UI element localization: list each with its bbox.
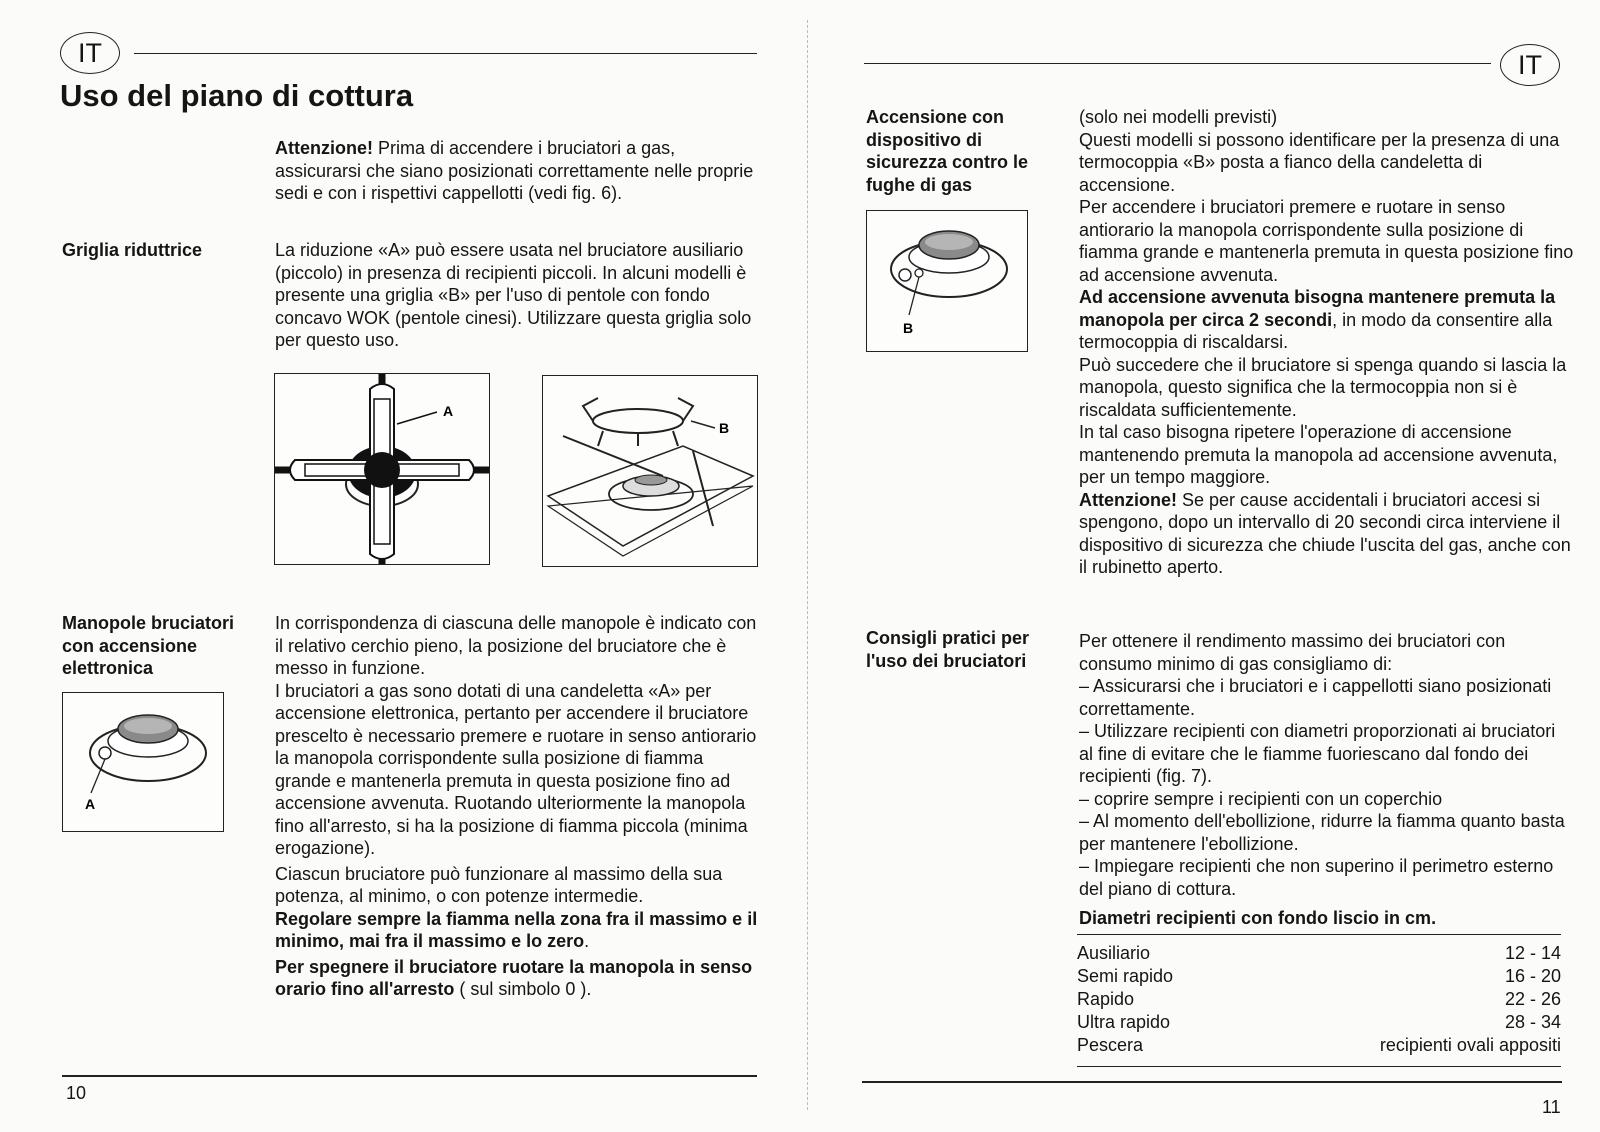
accensione-l4-bold: Ad accensione avvenuta bisogna mantenere premuta la manopola per circa 2 secondi	[1079, 287, 1556, 330]
thermocouple-figure	[866, 210, 1028, 352]
manopole-p4	[275, 908, 760, 953]
consigli-item: – Al momento dell'ebollizione, ridurre la fiamma quanto basta per mantenere l'ebollizione.	[1079, 811, 1565, 854]
accensione-l3: Per accendere i bruciatori premere e ruotare in senso antiorario la manopola corrispondente sulla posizione di fiamma grande e mantenerla premuta in questa posizione fino ad accensione avvenuta.	[1079, 197, 1574, 285]
table-row	[1077, 942, 1561, 965]
accensione-text	[1079, 106, 1574, 579]
table-row	[1077, 988, 1561, 1011]
page-number-left: 10	[66, 1083, 87, 1103]
page-number-right: 11	[1542, 1097, 1561, 1117]
burner-type: Pescera	[1077, 1035, 1144, 1055]
reducer-grid-drawing	[275, 374, 489, 564]
accensione-l6: In tal caso bisogna ripetere l'operazione di accensione mantenendo premuta la manopola ad accensione avvenuta, per un tempo maggiore.	[1079, 422, 1558, 487]
manopole-heading: Manopole bruciatori con accensione elettronica	[62, 613, 235, 678]
griglia-text: La riduzione «A» può essere usata nel bruciatore ausiliario (piccolo) in presenza di recipienti piccoli. In alcuni modelli è presente una griglia «B» per l'uso di pentole con fondo concavo WOK (pentole cinesi). Utilizzare questa griglia solo per questo uso.	[275, 240, 752, 350]
wok-grid-label: B	[719, 420, 730, 436]
footer-rule-left	[62, 1075, 757, 1077]
diameter-range: 16 - 20	[1504, 966, 1561, 986]
diameter-range: 22 - 26	[1504, 989, 1561, 1009]
accensione-l7-bold: Attenzione!	[1079, 489, 1177, 510]
accensione-l4	[1079, 286, 1574, 354]
manopole-text	[275, 612, 760, 1001]
accensione-l7	[1079, 489, 1574, 579]
diameter-range: 12 - 14	[1504, 943, 1561, 963]
diameter-range: recipienti ovali appositi	[1379, 1035, 1561, 1055]
accensione-heading: Accensione con dispositivo di sicurezza contro le fughe di gas	[866, 107, 1029, 195]
consigli-text	[1079, 630, 1574, 900]
burner-type: Ausiliario	[1077, 943, 1151, 963]
manopole-p3: Ciascun bruciatore può funzionare al massimo della sua potenza, al minimo, o con potenze intermedie.	[275, 863, 723, 906]
thermocouple-label: B	[903, 320, 914, 336]
reducer-grid-figure	[274, 373, 490, 565]
diameter-table-bottom-rule	[1077, 1066, 1561, 1067]
table-row	[1077, 965, 1561, 988]
attention-paragraph	[275, 137, 755, 205]
manopole-p5	[275, 956, 760, 1001]
spark-plug-label: A	[85, 796, 96, 812]
header-rule-right	[864, 63, 1491, 64]
page-fold	[807, 20, 808, 1110]
burner-ignition-drawing	[63, 693, 223, 831]
manopole-p5-bold: Per spegnere il bruciatore ruotare la manopola in senso orario fino all'arresto	[275, 956, 753, 999]
manopole-p1: In corrispondenza di ciascuna delle manopole è indicato con il relativo cerchio pieno, la posizione del bruciatore che è messo in funzione.	[275, 613, 757, 678]
reducer-grid-label: A	[443, 403, 454, 419]
accensione-l1: (solo nei modelli previsti)	[1079, 107, 1278, 127]
attention-label: Attenzione!	[275, 138, 373, 158]
language-badge-right: IT	[1500, 44, 1560, 86]
page-title: Uso del piano di cottura	[60, 78, 414, 113]
manopole-p4-end: .	[584, 931, 590, 951]
burner-type: Ultra rapido	[1077, 1012, 1171, 1032]
consigli-item: – Impiegare recipienti che non superino il perimetro esterno del piano di cottura.	[1079, 856, 1554, 899]
diameter-table	[1077, 942, 1561, 1057]
diameter-range: 28 - 34	[1504, 1012, 1561, 1032]
consigli-item: – Utilizzare recipienti con diametri proporzionati ai bruciatori al fine di evitare che le fiamme fuoriescano dal fondo dei recipienti (fig. 7).	[1079, 721, 1556, 786]
griglia-heading: Griglia riduttrice	[62, 240, 203, 260]
table-row	[1077, 1011, 1561, 1034]
header-rule-left	[134, 53, 757, 54]
consigli-item: – Assicurarsi che i bruciatori e i cappellotti siano posizionati correttamente.	[1079, 676, 1552, 719]
consigli-heading: Consigli pratici per l'uso dei bruciatori	[866, 628, 1030, 671]
accensione-l2: Questi modelli si possono identificare per la presenza di una termocoppia «B» posta a fianco della candeletta di accensione.	[1079, 129, 1560, 195]
accensione-l5: Può succedere che il bruciatore si spenga quando si lascia la manopola, questo significa che la termocoppia non si è riscaldata sufficientemente.	[1079, 354, 1567, 420]
consigli-item: – coprire sempre i recipienti con un coperchio	[1079, 788, 1443, 809]
attention-text: Prima di accendere i bruciatori a gas, assicurarsi che siano posizionati correttamente nelle proprie sedi e con i rispettivi cappellotti (vedi fig. 6).	[275, 138, 754, 203]
consigli-intro: Per ottenere il rendimento massimo dei bruciatori con consumo minimo di gas consigliamo di:	[1079, 631, 1506, 674]
manopole-p2: I bruciatori a gas sono dotati di una candeletta «A» per accensione elettronica, pertanto per accendere il bruciatore prescelto è necessario premere e ruotare in senso antiorario la manopola corrispondente sulla posizione di fiamma grande e mantenerla premuta in questa posizione fino ad accensione avvenuta. Ruotando ulteriormente la manopola fino all'arresto, si ha la posizione di fiamma piccola (minima erogazione).	[275, 680, 757, 858]
wok-grid-drawing	[543, 376, 757, 566]
thermocouple-drawing	[867, 211, 1027, 351]
diameter-table-title: Diametri recipienti con fondo liscio in cm.	[1079, 908, 1437, 928]
wok-grid-figure	[542, 375, 758, 567]
manopole-p4-bold: Regolare sempre la fiamma nella zona fra il massimo e il minimo, mai fra il massimo e lo zero	[275, 908, 758, 951]
table-row	[1077, 1034, 1561, 1057]
accensione-l4-end: , in modo da consentire alla termocoppia di riscaldarsi.	[1079, 309, 1553, 352]
accensione-l7-end: Se per cause accidentali i bruciatori accesi si spengono, dopo un intervallo di 20 secondi circa interviene il dispositivo di sicurezza che chiude l'uscita del gas, anche con il rubinetto aperto.	[1079, 489, 1571, 577]
manopole-p5-end: ( sul simbolo 0 ).	[454, 979, 592, 999]
burner-ignition-figure	[62, 692, 224, 832]
language-badge-left: IT	[60, 32, 120, 74]
burner-type: Semi rapido	[1077, 966, 1174, 986]
burner-type: Rapido	[1077, 989, 1135, 1009]
footer-rule-right	[862, 1081, 1562, 1083]
diameter-table-top-rule	[1077, 934, 1561, 935]
